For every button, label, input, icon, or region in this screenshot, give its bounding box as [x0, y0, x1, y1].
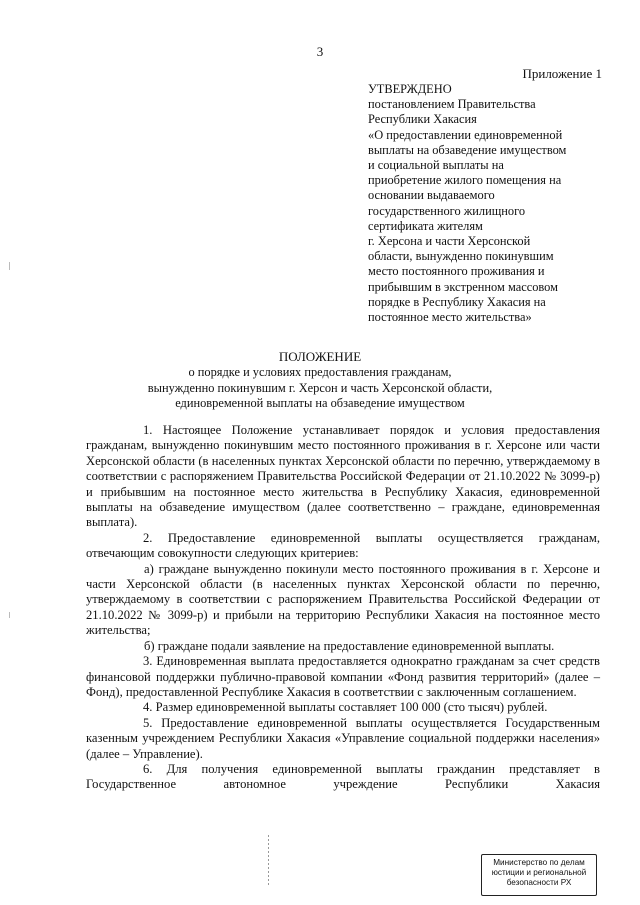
paragraph-4: 4. Размер единовременной выплаты составляет 100 000 (сто тысяч) рублей. [143, 700, 548, 715]
scan-artifact [9, 612, 10, 618]
scan-artifact [9, 262, 10, 270]
approval-line: приобретение жилого помещения на [368, 173, 562, 188]
approval-line: области, вынужденно покинувшим [368, 249, 554, 264]
document-body [86, 423, 600, 793]
paragraph-5: 5. Предоставление единовременной выплаты осуществляется Государственным казенным учреждением Республики Хакасия «Управление социальной поддержки населения» (далее – Управление). [86, 715, 600, 761]
paragraph-1: 1. Настоящее Положение устанавливает порядок и условия предоставления гражданам, вынужденно покинувшим место постоянного проживания в г. Херсоне или части Херсонской области (в населенных пунктах Херсонской области по перечню, утверждаемому в соответствии с распоряжением Правительства Российской Федерации от 21.10.2022 № 3099-р) и прибывшим на постоянное место жительства в Республику Хакасия, единовременной выплаты на обзаведение имуществом (далее соответственно – граждане, единовременная выплата). [86, 423, 600, 530]
ministry-stamp [481, 854, 597, 896]
approval-line: место постоянного проживания и [368, 264, 545, 279]
paragraph-2a: а) граждане вынужденно покинули место постоянного проживания в г. Херсоне и части Херсонской области (в населенных пунктах Херсонской области по перечню, утверждаемому в соответствии с распоряжением Правительства Российской Федерации от 21.10.2022 № 3099-р) и прибыли на территорию Республики Хакасия на постоянное место жительства; [86, 561, 600, 638]
approval-line: государственного жилищного [368, 203, 526, 218]
document-subtitle-line: о порядке и условиях предоставления гражданам, [188, 365, 452, 379]
approval-line: постоянное место жительства» [368, 310, 532, 325]
approval-line: «О предоставлении единовременной [368, 127, 563, 142]
paragraph-6: 6. Для получения единовременной выплаты гражданин представляет в Государственное автономное учреждение Республики Хакасия [86, 761, 600, 792]
stamp-line: Министерство по делам [493, 858, 585, 867]
approval-line: и социальной выплаты на [368, 158, 504, 173]
approval-line: основании выдаваемого [368, 188, 495, 203]
page-number: 3 [316, 44, 324, 59]
approval-line: сертификата жителям [368, 218, 483, 233]
fold-line [268, 835, 269, 887]
document-title: ПОЛОЖЕНИЕ [278, 349, 362, 364]
approval-block [368, 82, 608, 325]
approval-line: г. Херсона и части Херсонской [368, 234, 531, 249]
paragraph-2: 2. Предоставление единовременной выплаты осуществляется гражданам, отвечающим совокупности следующих критериев: [86, 530, 600, 561]
approval-line: порядке в Республику Хакасия на [368, 294, 546, 309]
paragraph-3: 3. Единовременная выплата предоставляется однократно гражданам за счет средств финансовой поддержки публично-правовой компании «Фонд развития территорий» (далее – Фонд), предоставленной Республике Хакасия в соответствии с заключенным соглашением. [86, 654, 600, 699]
appendix-label: Приложение 1 [522, 66, 602, 81]
approval-line: прибывшим в экстренном массовом [368, 279, 558, 294]
stamp-line: безопасности РХ [506, 878, 572, 887]
document-subtitle-line: вынужденно покинувшим г. Херсон и часть Херсонской области, [147, 380, 493, 395]
paragraph-2b: б) граждане подали заявление на предоставление единовременной выплаты. [144, 638, 555, 653]
approval-line: Республики Хакасия [368, 112, 477, 127]
approval-line: постановлением Правительства [368, 97, 536, 112]
document-subtitle-line: единовременной выплаты на обзаведение имуществом [175, 396, 465, 410]
approval-heading: УТВЕРЖДЕНО [368, 82, 452, 96]
stamp-line: юстиции и региональной [491, 868, 587, 877]
document-heading [0, 348, 640, 412]
approval-line: выплаты на обзаведение имуществом [368, 142, 567, 157]
